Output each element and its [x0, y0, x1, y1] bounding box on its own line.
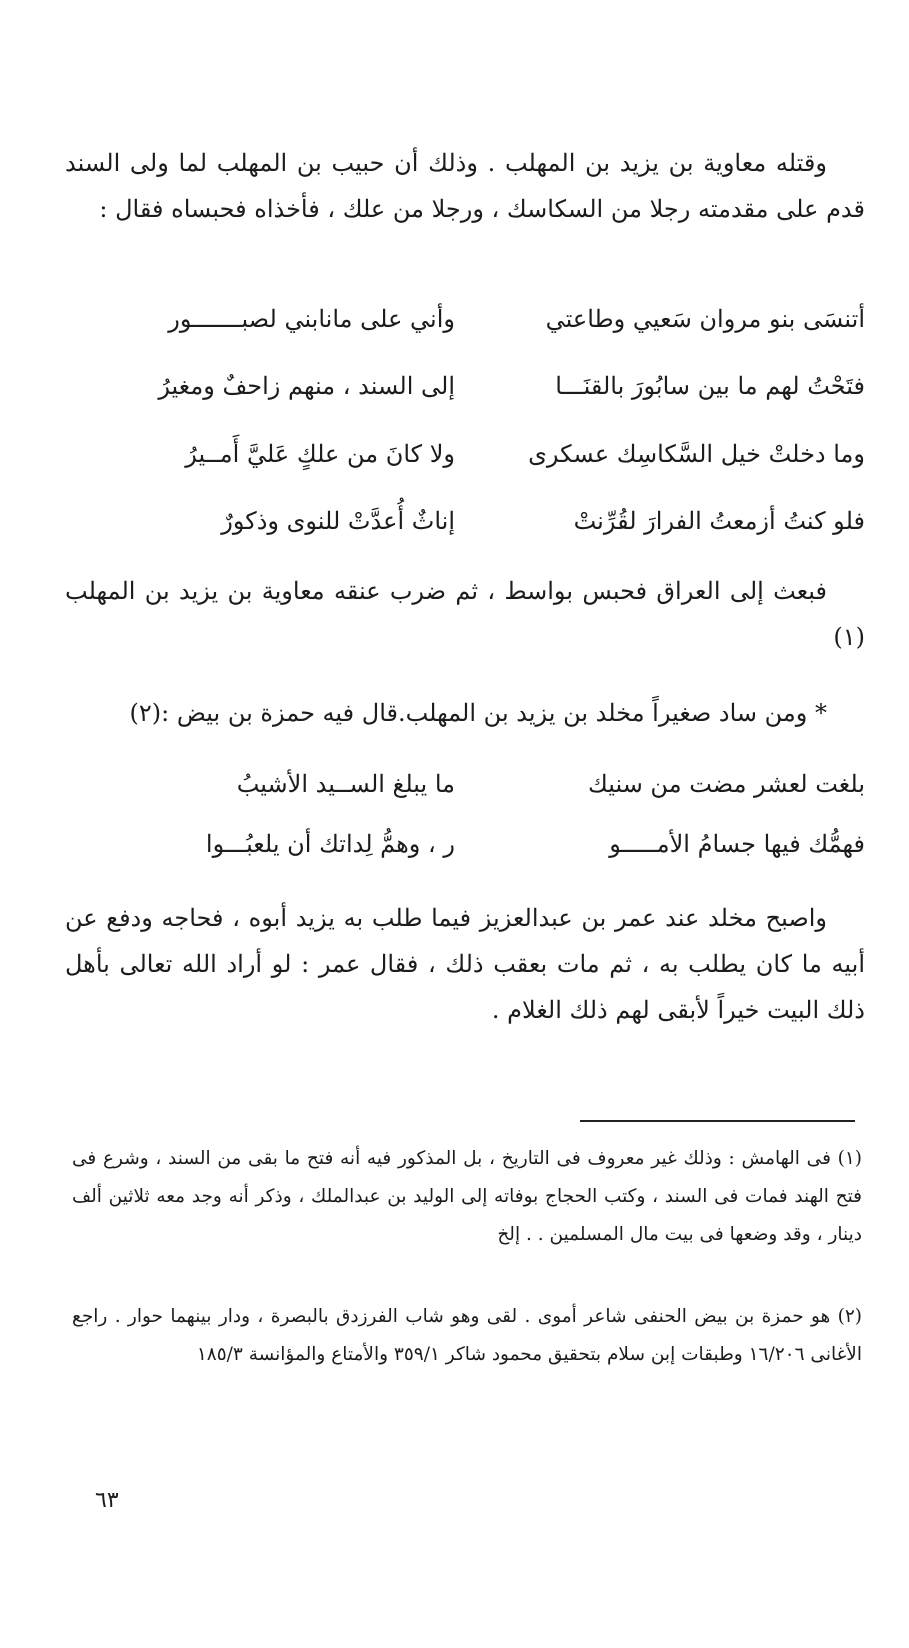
- paragraph-execution: [65, 568, 865, 660]
- paragraph-makhlad: [65, 690, 865, 736]
- footnote-1: [72, 1140, 862, 1254]
- poem-verse: [55, 305, 865, 349]
- verse-second-hemistich: ولا كانَ من علكٍ عَليَّ أَمــيرُ: [185, 440, 455, 468]
- footnote-text: (١) فى الهامش : وذلك غير معروف فى التاريخ ، بل المذكور فيه أنه فتح ما بقى من السند ، وشرع فى فتح الهند فمات فى السند ، وكتب الحجاج بوفاته إلى الوليد بن عبدالملك ، وذكر أنه وجد معه ثلاثين ألف دينار ، وقد وضعها فى بيت مال المسلمين . . إلخ: [72, 1148, 862, 1245]
- page-number: ٦٣: [95, 1488, 119, 1513]
- verse-first-hemistich: فلو كنتُ أزمعتُ الفرارَ لقُرِّنتْ: [573, 507, 865, 535]
- verse-first-hemistich: وما دخلتْ خيل السَّكاسِك عسكرى: [528, 440, 865, 468]
- verse-second-hemistich: وأني على ماناب‍ني لصبـــــــور: [168, 305, 455, 333]
- verse-second-hemistich: ر ، وهمُّ لِداتك أن يلعبُـــوا: [205, 830, 455, 858]
- paragraph-text: واصبح مخلد عند عمر بن عبدالعزيز فيما طلب به يزيد أبوه ، فحاجه ودفع عن أبيه ما كان يطلب به ، ثم مات بعقب ذلك ، فقال عمر : لو أراد الله تعالى بأهل ذلك البيت خيراً لأبقى لهم ذلك الغلام .: [65, 904, 865, 1024]
- footnote-text: (٢) هو حمزة بن بيض الحنفى شاعر أموى . لقى وهو شاب الفرزدق بالبصرة ، ودار بينهما حوار . راجع الأغانى ١٦/٢٠٦ وطبقات إبن سلام بتحقيق محمود شاكر ٣٥٩/١ والأمتاع والمؤانسة ١٨٥/٣: [72, 1306, 862, 1365]
- verse-first-hemistich: فهمُّك فيها جسامُ الأمـــــو: [609, 830, 865, 858]
- verse-second-hemistich: إلى السند ، منهم زاحفٌ ومغيرُ: [158, 372, 455, 400]
- verse-second-hemistich: ما يبلغ الســيد الأشيبُ: [236, 770, 455, 798]
- verse-second-hemistich: إناثٌ أُعدَّتْ للنوى وذكورٌ: [221, 507, 455, 535]
- poem-verse: [55, 440, 865, 484]
- poem-verse: [55, 507, 865, 551]
- poem-verse: [55, 770, 865, 814]
- paragraph-text: فبعث إلى العراق فحبس بواسط ، ثم ضرب عنقه معاوية بن يزيد بن المهلب (١): [65, 577, 865, 651]
- poem-verse: [55, 372, 865, 416]
- verse-first-hemistich: بلغت لعشر مضت من سنيك: [587, 770, 865, 798]
- paragraph-intro: [65, 140, 865, 232]
- paragraph-text: وقتله معاوية بن يزيد بن المهلب . وذلك أن حبيب بن المهلب لما ولى السند قدم على مقدمته رجلا من السكاسك ، ورجلا من علك ، فأخذاه فحبساه فقال :: [65, 149, 865, 223]
- footnote-2: [72, 1298, 862, 1374]
- verse-first-hemistich: فتَحْتُ لهم ما بين سابُورَ بالقنَـــا: [555, 372, 865, 400]
- verse-first-hemistich: أتنسَى بنو مروان سَعيي وطاعتي: [545, 305, 865, 333]
- footnote-separator: [580, 1120, 855, 1122]
- paragraph-text: * ومن ساد صغيراً مخلد بن يزيد بن المهلب.قال فيه حمزة بن بيض :(٢): [129, 699, 827, 727]
- poem-verse: [55, 830, 865, 874]
- paragraph-umar: [65, 895, 865, 1033]
